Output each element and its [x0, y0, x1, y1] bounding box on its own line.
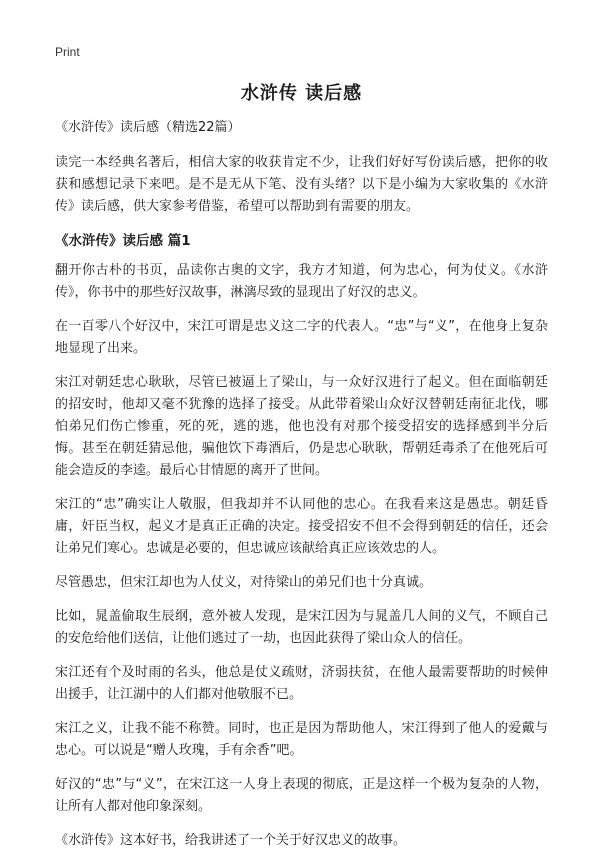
body-paragraph: 好汉的“忠”与“义”，在宋江这一人身上表现的彻底，正是这样一个极为复杂的人物，让所有人都对他印象深刻。 — [55, 777, 548, 814]
body-paragraph: 在一百零八个好汉中，宋江可谓是忠义这二字的代表人。“忠”与“义”，在他身上复杂地显现了出来。 — [55, 319, 548, 356]
body-paragraph: 《水浒传》这本好书，给我讲述了一个关于好汉忠义的故事。 — [55, 833, 407, 848]
body-paragraph: 宋江之义，让我不能不称赞。同时，也正是因为帮助他人，宋江得到了他人的爱戴与忠心。可以说是“赠人玫瑰，手有余香”吧。 — [55, 721, 548, 758]
page-title: 水浒传 读后感 — [240, 83, 363, 104]
body-paragraph: 尽管愚忠，但宋江却也为人仗义，对待梁山的弟兄们也十分真诚。 — [55, 575, 433, 590]
body-paragraph: 宋江对朝廷忠心耿耿，尽管已被逼上了梁山，与一众好汉进行了起义。但在面临朝廷的招安时，他却又毫不犹豫的选择了接受。从此带着梁山众好汉替朝廷南征北伐，哪怕弟兄们伤亡惨重，死的死，逃的逃，他也没有对那个接受招安的选择感到半分后悔。甚至在朝廷猜忌他，骗他饮下毒酒后，仍是忠心耿耿，帮朝廷毒杀了在他死后可能会造反的李逵。最后心甘情愿的离开了世间。 — [55, 375, 548, 478]
print-link[interactable]: Print — [55, 45, 80, 59]
page-subtitle: 《水浒传》读后感（精选22篇） — [55, 120, 241, 135]
body-paragraph: 翻开你古朴的书页，品读你古奥的文字，我方才知道，何为忠心，何为仗义。《水浒传》，你书中的那些好汉故事，淋漓尽致的显现出了好汉的忠义。 — [55, 263, 548, 300]
body-paragraph: 宋江的“忠”确实让人敬服，但我却并不认同他的忠心。在我看来这是愚忠。朝廷昏庸，奸臣当权，起义才是真正正确的决定。接受招安不但不会得到朝廷的信任，还会让弟兄们寒心。忠诚是必要的，但忠诚应该献给真正应该效忠的人。 — [55, 497, 548, 556]
body-paragraph: 比如，晁盖偷取生辰纲，意外被人发现，是宋江因为与晁盖几人间的义气，不顾自己的安危给他们送信，让他们逃过了一劫，也因此获得了梁山众人的信任。 — [55, 609, 548, 646]
body-paragraph: 宋江还有个及时雨的名头，他总是仗义疏财，济弱扶贫，在他人最需要帮助的时候伸出援手，让江湖中的人们都对他敬服不已。 — [55, 665, 548, 702]
intro-paragraph: 读完一本经典名著后，相信大家的收获肯定不少，让我们好好写份读后感，把你的收获和感想记录下来吧。是不是无从下笔、没有头绪？以下是小编为大家收集的《水浒传》读后感，供大家参考借鉴，希望可以帮助到有需要的朋友。 — [55, 155, 548, 214]
section-heading: 《水浒传》读后感 篇1 — [55, 233, 191, 249]
